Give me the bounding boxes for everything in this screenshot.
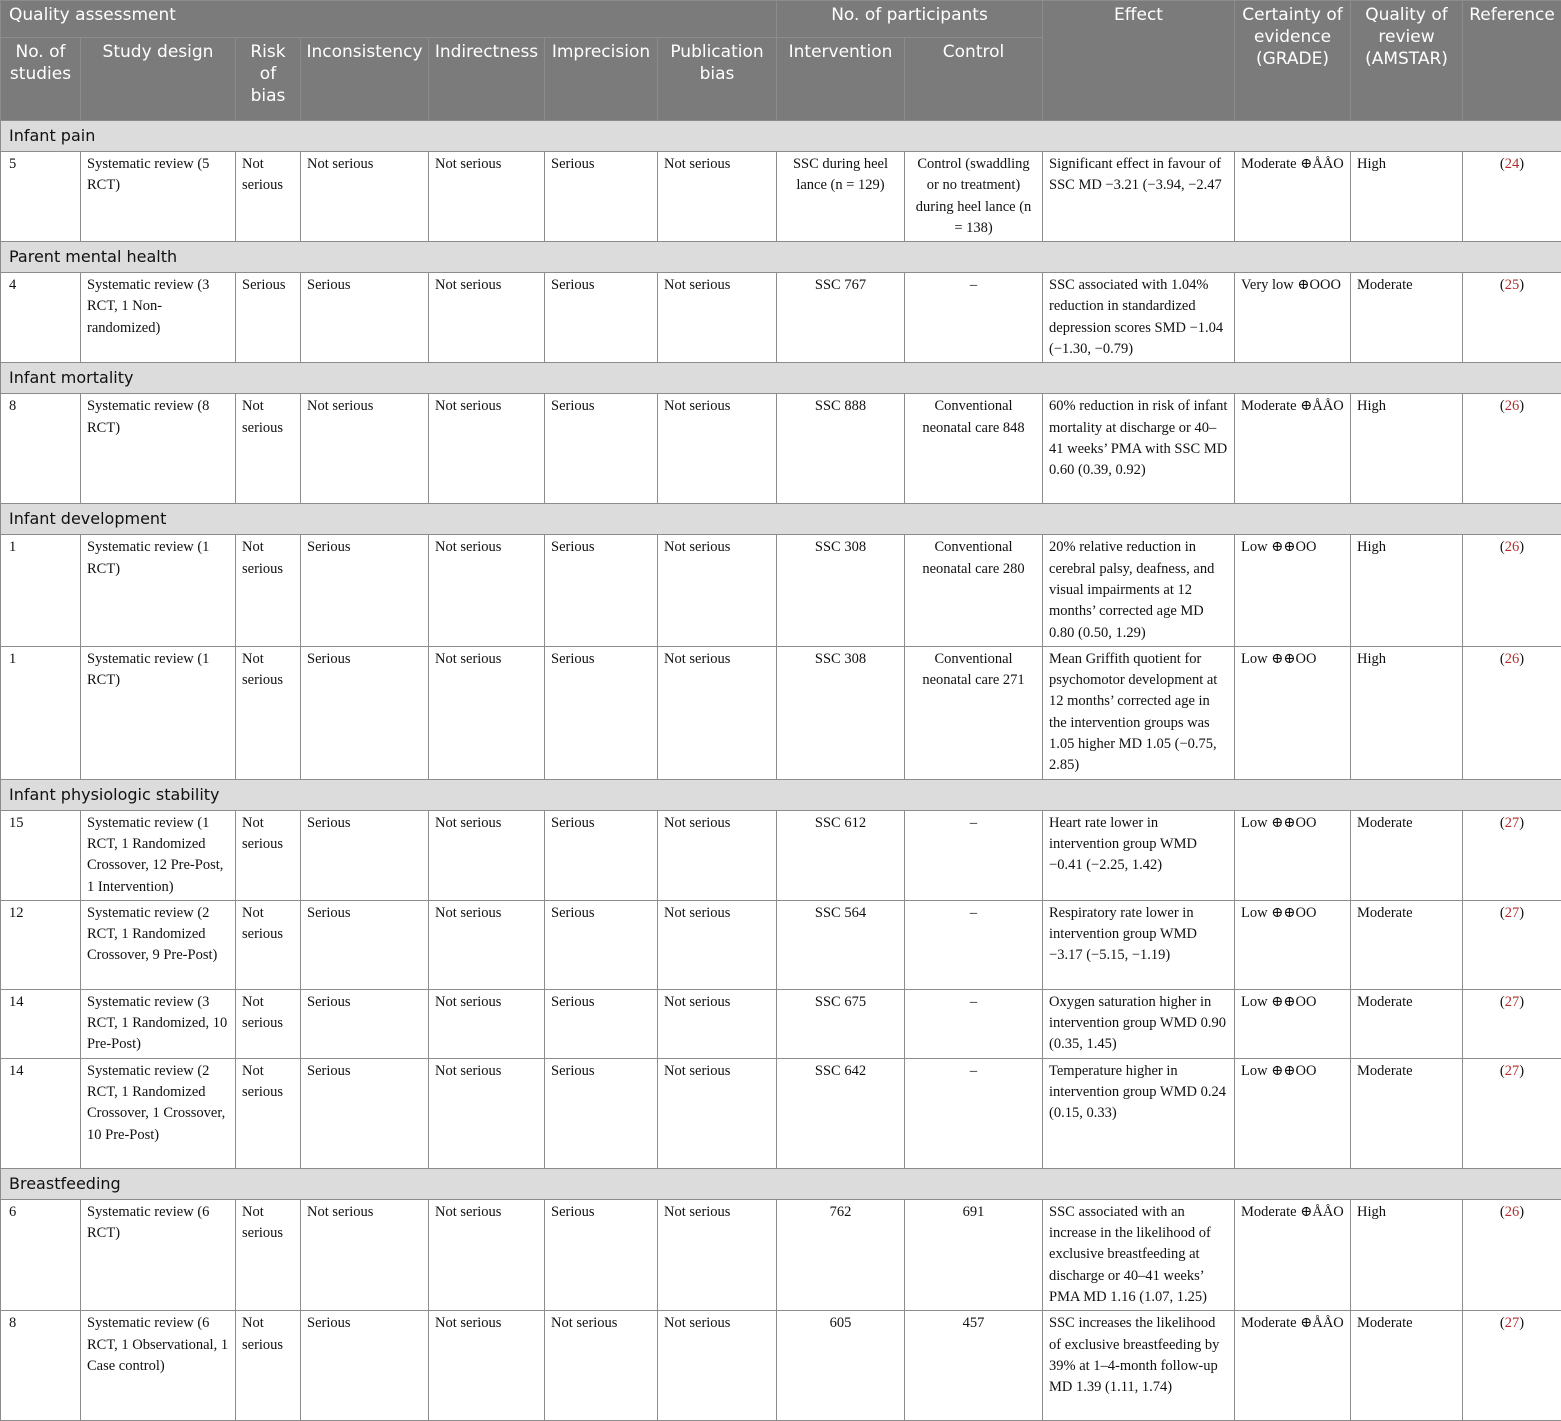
cell-quality-review: Moderate [1351,900,1463,989]
cell-effect: Mean Griffith quotient for psychomotor development at 12 months’ corrected age in the intervention groups was 1.05 higher MD 1.05 (−0.75, 2.85) [1043,646,1235,779]
cell-reference: (27) [1463,989,1561,1058]
cell-study-design: Systematic review (1 RCT) [81,646,236,779]
reference-link[interactable]: 26 [1505,1204,1520,1220]
cell-indirectness: Not serious [429,273,545,363]
table-row [1,535,1561,646]
cell-certainty: Moderate ⊕ÅÅO [1235,152,1351,242]
reference-link[interactable]: 26 [1505,398,1520,414]
cell-control: Conventional neonatal care 848 [905,394,1043,504]
cell-indirectness: Not serious [429,152,545,242]
cell-study-design: Systematic review (2 RCT, 1 Randomized Crossover, 9 Pre-Post) [81,900,236,989]
cell-control: Conventional neonatal care 280 [905,535,1043,646]
cell-intervention: 605 [777,1311,905,1421]
reference-link[interactable]: 27 [1505,1315,1520,1331]
cell-intervention: SSC 642 [777,1058,905,1168]
cell-publication-bias: Not serious [658,646,777,779]
cell-reference: (26) [1463,535,1561,646]
cell-imprecision: Serious [545,535,658,646]
cell-certainty: Low ⊕⊕OO [1235,535,1351,646]
cell-intervention: SSC 308 [777,646,905,779]
cell-quality-review: Moderate [1351,273,1463,363]
cell-reference: (27) [1463,900,1561,989]
cell-study-design: Systematic review (2 RCT, 1 Randomized Crossover, 1 Crossover, 10 Pre-Post) [81,1058,236,1168]
section-title: Infant physiologic stability [1,779,1561,810]
cell-risk-of-bias: Not serious [236,1058,301,1168]
table-row [1,810,1561,900]
cell-control: – [905,900,1043,989]
cell-reference: (27) [1463,1311,1561,1421]
reference-link[interactable]: 25 [1505,277,1520,293]
cell-intervention: 762 [777,1199,905,1310]
cell-inconsistency: Not serious [301,152,429,242]
cell-quality-review: Moderate [1351,1311,1463,1421]
cell-control: 457 [905,1311,1043,1421]
cell-indirectness: Not serious [429,535,545,646]
section-row [1,242,1561,273]
cell-indirectness: Not serious [429,1058,545,1168]
cell-intervention: SSC 767 [777,273,905,363]
cell-publication-bias: Not serious [658,810,777,900]
header-control: Control [905,38,1043,121]
cell-effect: SSC associated with an increase in the likelihood of exclusive breastfeeding at discharge or 40–41 weeks’ PMA MD 1.16 (1.07, 1.25) [1043,1199,1235,1310]
cell-study-design: Systematic review (3 RCT, 1 Randomized, 10 Pre-Post) [81,989,236,1058]
cell-inconsistency: Not serious [301,394,429,504]
cell-no-of-studies: 14 [1,989,81,1058]
cell-control: – [905,989,1043,1058]
cell-indirectness: Not serious [429,1199,545,1310]
header-intervention: Intervention [777,38,905,121]
cell-inconsistency: Serious [301,810,429,900]
header-risk-of-bias: Risk of bias [236,38,301,121]
cell-no-of-studies: 8 [1,1311,81,1421]
table-body [1,121,1561,1421]
cell-certainty: Moderate ⊕ÅÅO [1235,394,1351,504]
cell-intervention: SSC 564 [777,900,905,989]
cell-no-of-studies: 12 [1,900,81,989]
cell-reference: (27) [1463,810,1561,900]
cell-imprecision: Serious [545,1058,658,1168]
header-reference: Reference [1463,1,1561,121]
cell-quality-review: High [1351,535,1463,646]
cell-reference: (27) [1463,1058,1561,1168]
cell-effect: Respiratory rate lower in intervention group WMD −3.17 (−5.15, −1.19) [1043,900,1235,989]
table-row [1,273,1561,363]
cell-publication-bias: Not serious [658,989,777,1058]
cell-imprecision: Serious [545,273,658,363]
cell-risk-of-bias: Not serious [236,535,301,646]
cell-control: – [905,810,1043,900]
cell-certainty: Low ⊕⊕OO [1235,989,1351,1058]
reference-link[interactable]: 27 [1505,994,1520,1010]
reference-link[interactable]: 26 [1505,539,1520,555]
table-row [1,900,1561,989]
cell-reference: (25) [1463,273,1561,363]
cell-study-design: Systematic review (3 RCT, 1 Non-randomized) [81,273,236,363]
cell-control: – [905,1058,1043,1168]
section-title: Infant pain [1,121,1561,152]
header-no-of-participants: No. of participants [777,1,1043,38]
cell-indirectness: Not serious [429,900,545,989]
section-title: Parent mental health [1,242,1561,273]
cell-inconsistency: Serious [301,1058,429,1168]
header-effect: Effect [1043,1,1235,121]
cell-control: – [905,273,1043,363]
header-certainty: Certainty of evidence (GRADE) [1235,1,1351,121]
table-row [1,989,1561,1058]
cell-publication-bias: Not serious [658,1199,777,1310]
cell-intervention: SSC 675 [777,989,905,1058]
cell-reference: (26) [1463,646,1561,779]
cell-no-of-studies: 8 [1,394,81,504]
cell-effect: Heart rate lower in intervention group WMD −0.41 (−2.25, 1.42) [1043,810,1235,900]
cell-inconsistency: Serious [301,900,429,989]
cell-inconsistency: Serious [301,1311,429,1421]
cell-quality-review: High [1351,646,1463,779]
cell-no-of-studies: 4 [1,273,81,363]
cell-certainty: Low ⊕⊕OO [1235,1058,1351,1168]
cell-reference: (26) [1463,1199,1561,1310]
cell-inconsistency: Serious [301,989,429,1058]
cell-effect: 60% reduction in risk of infant mortality at discharge or 40–41 weeks’ PMA with SSC MD 0.60 (0.39, 0.92) [1043,394,1235,504]
table-row [1,1058,1561,1168]
cell-control: 691 [905,1199,1043,1310]
cell-study-design: Systematic review (6 RCT) [81,1199,236,1310]
cell-certainty: Moderate ⊕ÅÅO [1235,1311,1351,1421]
header-publication-bias: Publication bias [658,38,777,121]
cell-certainty: Moderate ⊕ÅÅO [1235,1199,1351,1310]
cell-reference: (24) [1463,152,1561,242]
cell-publication-bias: Not serious [658,1058,777,1168]
cell-quality-review: High [1351,152,1463,242]
cell-imprecision: Not serious [545,1311,658,1421]
section-row [1,504,1561,535]
cell-effect: SSC increases the likelihood of exclusive breastfeeding by 39% at 1–4-month follow-up MD 1.39 (1.11, 1.74) [1043,1311,1235,1421]
cell-effect: 20% relative reduction in cerebral palsy, deafness, and visual impairments at 12 months’ corrected age MD 0.80 (0.50, 1.29) [1043,535,1235,646]
cell-risk-of-bias: Not serious [236,394,301,504]
cell-no-of-studies: 5 [1,152,81,242]
section-title: Infant development [1,504,1561,535]
cell-risk-of-bias: Not serious [236,900,301,989]
cell-study-design: Systematic review (8 RCT) [81,394,236,504]
cell-quality-review: High [1351,1199,1463,1310]
cell-indirectness: Not serious [429,394,545,504]
cell-indirectness: Not serious [429,989,545,1058]
cell-effect: Significant effect in favour of SSC MD −3.21 (−3.94, −2.47 [1043,152,1235,242]
cell-inconsistency: Serious [301,273,429,363]
reference-link[interactable]: 27 [1505,815,1520,831]
cell-intervention: SSC 888 [777,394,905,504]
header-study-design: Study design [81,38,236,121]
header-inconsistency: Inconsistency [301,38,429,121]
table-row [1,394,1561,504]
reference-link[interactable]: 27 [1505,905,1520,921]
cell-control: Control (swaddling or no treatment) during heel lance (n = 138) [905,152,1043,242]
cell-publication-bias: Not serious [658,1311,777,1421]
cell-study-design: Systematic review (6 RCT, 1 Observational, 1 Case control) [81,1311,236,1421]
reference-link[interactable]: 27 [1505,1063,1520,1079]
cell-imprecision: Serious [545,900,658,989]
cell-risk-of-bias: Not serious [236,810,301,900]
cell-risk-of-bias: Serious [236,273,301,363]
cell-study-design: Systematic review (5 RCT) [81,152,236,242]
section-row [1,779,1561,810]
header-imprecision: Imprecision [545,38,658,121]
cell-risk-of-bias: Not serious [236,1311,301,1421]
cell-inconsistency: Not serious [301,1199,429,1310]
cell-effect: SSC associated with 1.04% reduction in standardized depression scores SMD −1.04 (−1.30, −0.79) [1043,273,1235,363]
cell-risk-of-bias: Not serious [236,152,301,242]
cell-effect: Temperature higher in intervention group WMD 0.24 (0.15, 0.33) [1043,1058,1235,1168]
cell-publication-bias: Not serious [658,273,777,363]
section-row [1,363,1561,394]
cell-publication-bias: Not serious [658,900,777,989]
cell-quality-review: Moderate [1351,989,1463,1058]
cell-publication-bias: Not serious [658,152,777,242]
cell-imprecision: Serious [545,394,658,504]
cell-control: Conventional neonatal care 271 [905,646,1043,779]
table-header [1,1,1561,121]
table-row [1,1311,1561,1421]
cell-indirectness: Not serious [429,1311,545,1421]
header-indirectness: Indirectness [429,38,545,121]
cell-risk-of-bias: Not serious [236,646,301,779]
cell-imprecision: Serious [545,646,658,779]
cell-indirectness: Not serious [429,646,545,779]
cell-no-of-studies: 1 [1,646,81,779]
reference-link[interactable]: 24 [1505,156,1520,172]
cell-reference: (26) [1463,394,1561,504]
cell-inconsistency: Serious [301,646,429,779]
section-title: Infant mortality [1,363,1561,394]
cell-study-design: Systematic review (1 RCT, 1 Randomized Crossover, 12 Pre-Post, 1 Intervention) [81,810,236,900]
cell-imprecision: Serious [545,810,658,900]
cell-quality-review: Moderate [1351,1058,1463,1168]
section-row [1,1168,1561,1199]
cell-intervention: SSC 308 [777,535,905,646]
cell-no-of-studies: 14 [1,1058,81,1168]
header-quality-assessment: Quality assessment [1,1,777,38]
cell-publication-bias: Not serious [658,394,777,504]
cell-imprecision: Serious [545,1199,658,1310]
cell-effect: Oxygen saturation higher in intervention group WMD 0.90 (0.35, 1.45) [1043,989,1235,1058]
cell-no-of-studies: 1 [1,535,81,646]
cell-publication-bias: Not serious [658,535,777,646]
cell-imprecision: Serious [545,989,658,1058]
cell-no-of-studies: 15 [1,810,81,900]
cell-certainty: Very low ⊕OOO [1235,273,1351,363]
cell-certainty: Low ⊕⊕OO [1235,810,1351,900]
cell-inconsistency: Serious [301,535,429,646]
table-row [1,152,1561,242]
cell-quality-review: High [1351,394,1463,504]
cell-indirectness: Not serious [429,810,545,900]
cell-certainty: Low ⊕⊕OO [1235,646,1351,779]
cell-imprecision: Serious [545,152,658,242]
reference-link[interactable]: 26 [1505,651,1520,667]
cell-risk-of-bias: Not serious [236,989,301,1058]
section-title: Breastfeeding [1,1168,1561,1199]
table-row [1,1199,1561,1310]
cell-intervention: SSC during heel lance (n = 129) [777,152,905,242]
cell-quality-review: Moderate [1351,810,1463,900]
cell-study-design: Systematic review (1 RCT) [81,535,236,646]
cell-certainty: Low ⊕⊕OO [1235,900,1351,989]
section-row [1,121,1561,152]
cell-intervention: SSC 612 [777,810,905,900]
cell-no-of-studies: 6 [1,1199,81,1310]
cell-risk-of-bias: Not serious [236,1199,301,1310]
header-quality-review: Quality of review (AMSTAR) [1351,1,1463,121]
table-row [1,646,1561,779]
header-no-of-studies: No. of studies [1,38,81,121]
